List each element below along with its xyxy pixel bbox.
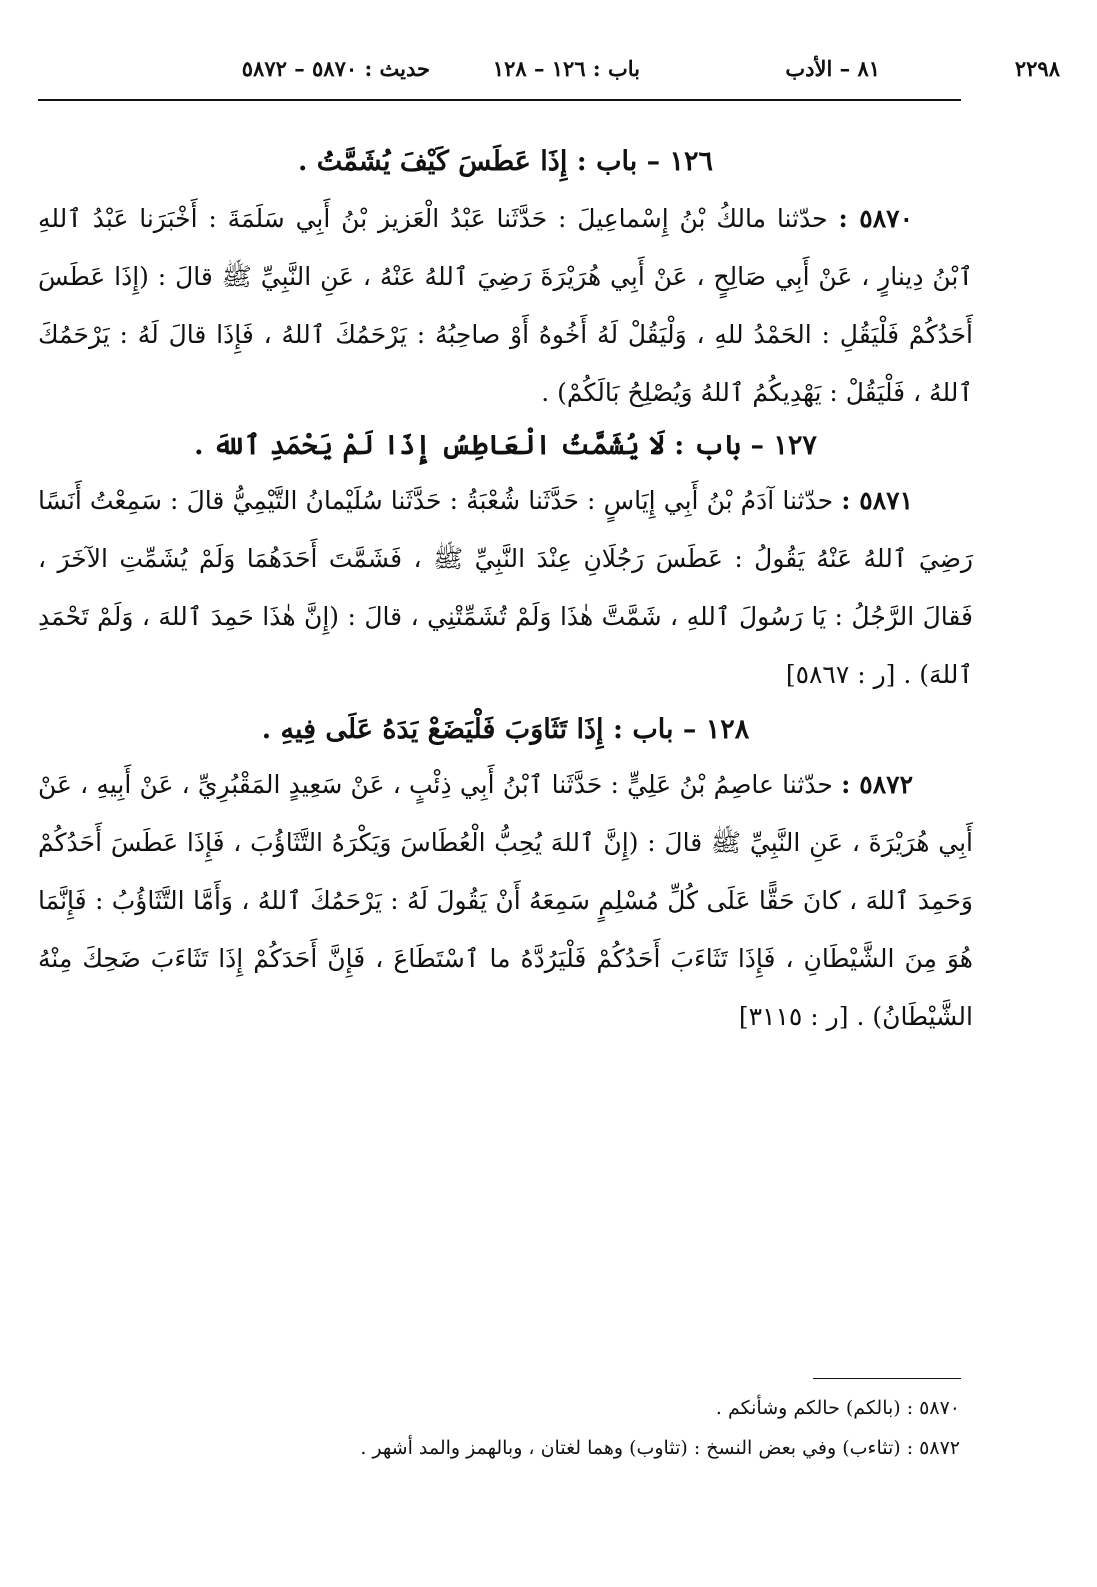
cross-reference: [ر : ٥٨٦٧] (785, 660, 896, 689)
page-number: ٢٢٩٨ (1014, 56, 1060, 81)
chapter-heading: ١٢٧ – باب : لَا يُشَمَّتُ الْعَاطِسُ إِذَا لَمْ يَحْمَدِ ٱللهَ . (194, 430, 817, 461)
footnotes (200, 1388, 960, 1468)
chapter-heading: ١٢٦ – باب : إِذَا عَطَسَ كَيْفَ يُشَمَّتُ . (297, 146, 714, 177)
hadith-text: حدّثنا عاصِمُ بْنُ عَلِيٍّ : حَدَّثَنا ٱبْنُ أَبِي ذِئْبٍ ، عَنْ سَعِيدٍ المَقْبُرِيِّ ، عَنْ أَبِيهِ ، عَنْ أَبِي هُرَيْرَةَ ، عَنِ النَّبِيِّ ﷺ قالَ : (إِنَّ ٱللهَ يُحِبُّ الْعُطَاسَ وَيَكْرَهُ التَّثَاؤُبَ ، فَإِذَا عَطَسَ أَحَدُكُمْ وَحَمِدَ ٱللهَ ، كانَ حَقًّا عَلَى كُلِّ مُسْلِمٍ سَمِعَهُ أَنْ يَقُولَ لَهُ : يَرْحَمُكَ ٱللهُ ، وَأَمَّا التَّثَاؤُبُ : فَإِنَّمَا هُوَ مِنَ الشَّيْطَانِ ، فَإِذَا تَثَاءَبَ أَحَدُكُمْ فَلْيَرُدَّهُ ما ٱسْتَطَاعَ ، فَإِنَّ أَحَدَكُمْ إِذَا تَثَاءَبَ ضَحِكَ مِنْهُ الشَّيْطَانُ) . (38, 770, 973, 1031)
footnote: ٥٨٧٠ : (بالكم) حالكم وشأنكم . (715, 1397, 960, 1419)
book-title: ٨١ – الأدب (785, 56, 880, 81)
footnote: ٥٨٧٢ : (تثاءب) وفي بعض النسخ : (تثاوب) وهما لغتان ، وبالهمز والمد أشهر . (360, 1437, 960, 1459)
header-divider (38, 99, 961, 101)
hadith-number: ٥٨٧٢ : (841, 770, 914, 799)
chapter-heading: ١٢٨ – باب : إِذَا تَثَاوَبَ فَلْيَضَعْ يَدَهُ عَلَى فِيهِ . (261, 714, 750, 745)
main-text (38, 140, 973, 1046)
hadith-paragraph (38, 190, 973, 422)
running-header (38, 56, 1060, 90)
hadith-paragraph (38, 756, 973, 1046)
cross-reference: [ر : ٣١١٥] (738, 1002, 849, 1031)
hadith-number: ٥٨٧٠ : (838, 204, 913, 233)
hadith-paragraph (38, 472, 973, 704)
hadith-text: حدّثنا آدَمُ بْنُ أَبِي إِيَاسٍ : حَدَّثَنا شُعْبَةُ : حَدَّثَنا سُلَيْمانُ التَّيْمِيُّ قالَ : سَمِعْتُ أَنَسًا رَضِيَ ٱللهُ عَنْهُ يَقُولُ : عَطَسَ رَجُلَانِ عِنْدَ النَّبِيِّ ﷺ ، فَشَمَّتَ أَحَدَهُمَا وَلَمْ يُشَمِّتِ الآخَرَ ، فَقالَ الرَّجُلُ : يَا رَسُولَ ٱللهِ ، شَمَّتَّ هٰذَا وَلَمْ تُشَمِّتْنِي ، قالَ : (إِنَّ هٰذَا حَمِدَ ٱللهَ ، وَلَمْ تَحْمَدِ ٱللهَ) . (38, 486, 973, 689)
hadith-range: حديث : ٥٨٧٠ – ٥٨٧٢ (241, 56, 430, 81)
chapter-range: باب : ١٢٦ – ١٢٨ (492, 56, 640, 81)
hadith-number: ٥٨٧١ : (841, 486, 914, 515)
hadith-text: حدّثنا مالكُ بْنُ إِسْماعِيلَ : حَدَّثَنا عَبْدُ الْعَزيز بْنُ أَبِي سَلَمَةَ : أَخْبَرَنا عَبْدُ ٱللهِ ٱبْنُ دِينارٍ ، عَنْ أَبِي صَالِحٍ ، عَنْ أَبِي هُرَيْرَةَ رَضِيَ ٱللهُ عَنْهُ ، عَنِ النَّبِيِّ ﷺ قالَ : (إِذَا عَطَسَ أَحَدُكُمْ فَلْيَقُلِ : الحَمْدُ للهِ ، وَلْيَقُلْ لَهُ أَخُوهُ أَوْ صاحِبُهُ : يَرْحَمُكَ ٱللهُ ، فَإِذَا قالَ لَهُ : يَرْحَمُكَ ٱللهُ ، فَلْيَقُلْ : يَهْدِيكُمُ ٱللهُ وَيُصْلِحُ بَالَكُمْ) . (38, 204, 973, 407)
footnote-divider (813, 1378, 961, 1379)
